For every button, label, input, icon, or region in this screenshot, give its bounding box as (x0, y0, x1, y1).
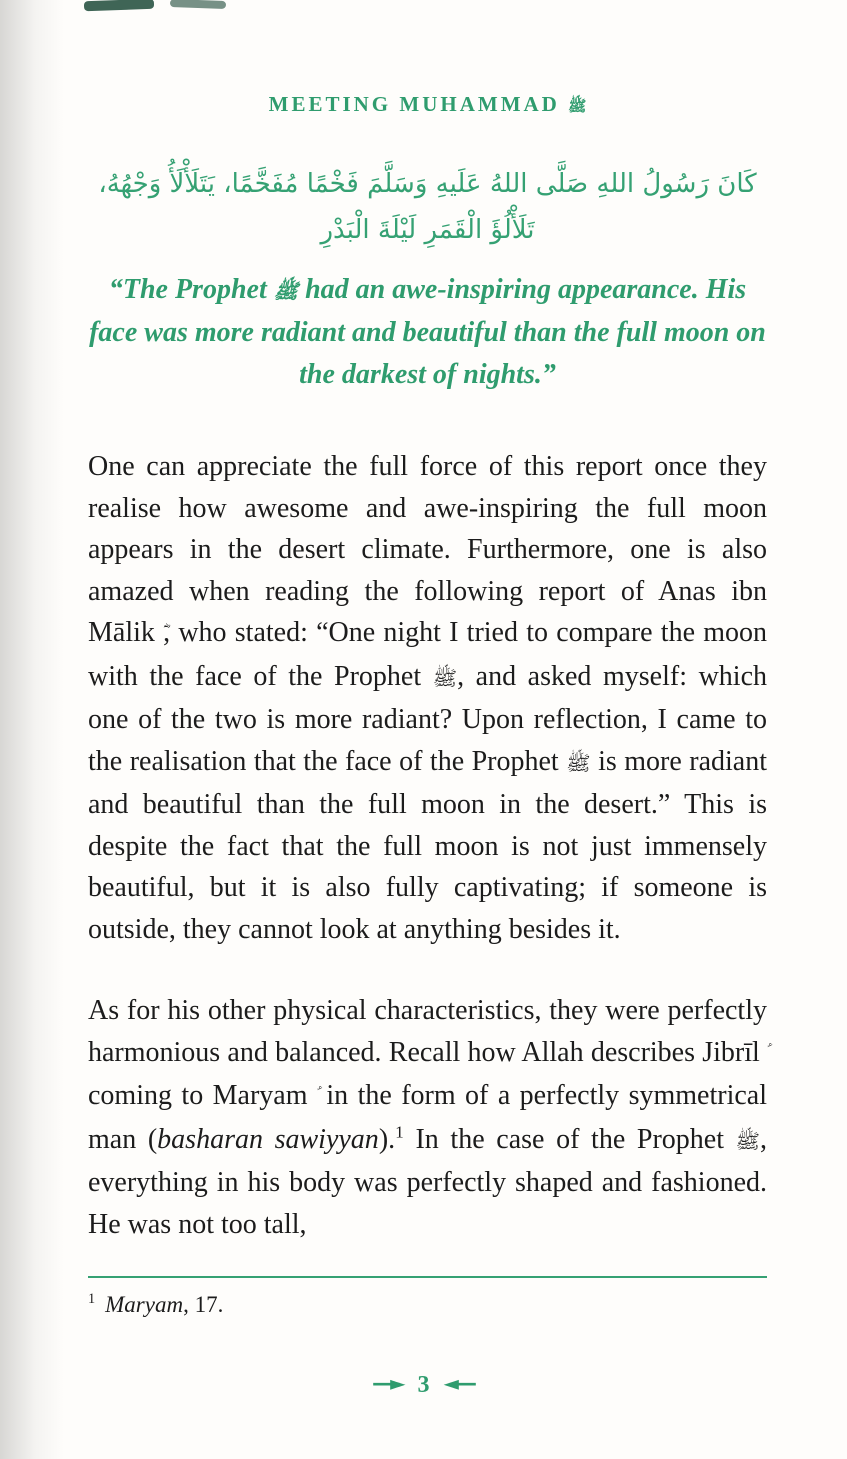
sallallahu-alayhi-wasallam-icon: ﷺ (568, 97, 587, 115)
arabic-hadith-line2: تَلَأْلُؤَ الْقَمَرِ لَيْلَةَ الْبَدْرِ (320, 215, 535, 245)
running-header (88, 92, 767, 119)
arabic-hadith-line1: كَانَ رَسُولُ اللهِ صَلَّى اللهُ عَلَيهِ وَسَلَّمَ فَخْمًا مُفَخَّمًا، يَتَلَأْلَأُ وَجْهُهُ، (98, 169, 757, 199)
hadith-translation-quote: “The Prophet ﷺ had an awe-inspiring appearance. His face was more radiant and beautiful than the full moon on the darkest of nights.” (89, 274, 766, 390)
footnote-divider (88, 1276, 767, 1278)
pagination-arrow-right-icon: ◄— (443, 1371, 475, 1395)
body-paragraph: As for his other physical characteristics, they were perfectly harmonious and balanced. Recall how Allah describes Jibrīl coming to Maryam in the form of a perfectly symmetrical man (basharan sawiyyan).$^1$ In the case of the Prophet ﷺ, everything in his body was perfectly shaped and fashioned. He was not too tall, (88, 995, 767, 1240)
pagination-arrow-left-icon: —► (372, 1371, 404, 1395)
page-number-row (0, 1372, 847, 1399)
footnote: $^1$ Maryam, 17. (88, 1291, 224, 1317)
body-paragraph: One can appreciate the full force of this report once they realise how awesome and awe-inspiring the full moon appears in the desert climate. Furthermore, one is also amazed when reading the following report of Anas ibn Mālik , who stated: “One night I tried to compare the moon with the face of the Prophet ﷺ, and asked myself: which one of the two is more radiant? Upon reflection, I came to the realisation that the face of the Prophet ﷺ is more radiant and beautiful than the full moon in the desert.” This is despite the fact that the full moon is not just immensely beautiful, but it is also fully captivating; if someone is outside, they cannot look at anything besides it. (88, 451, 768, 945)
running-header-title: MEETING MUHAMMAD (268, 92, 569, 116)
arabic-hadith (88, 161, 767, 253)
page-binding-shadow (0, 0, 64, 1459)
page-number: 3 (417, 1372, 430, 1398)
body-text (88, 446, 767, 1245)
page-content (88, 0, 767, 1245)
